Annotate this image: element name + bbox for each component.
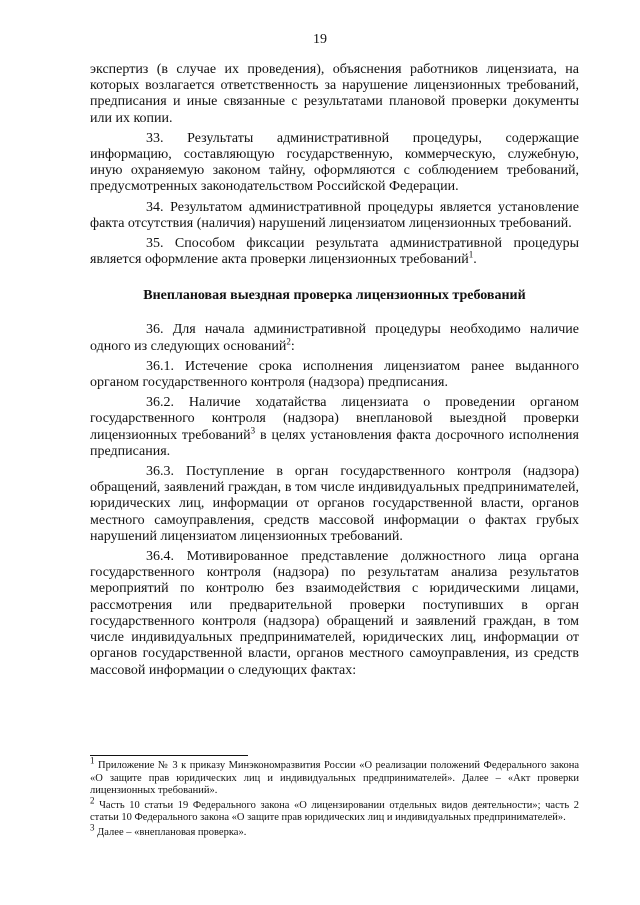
page-number: 19 — [313, 32, 327, 47]
paragraph-36-2 — [90, 395, 579, 460]
paragraph-34: 34. Результатом административной процедуры является установление факта отсутствия (наличия) нарушений лицензиатом лицензионных требований. — [90, 199, 579, 231]
paragraph-36-4: 36.4. Мотивированное представление должностного лица органа государственного контроля (надзора) по результатам анализа результатов мероприятий по контролю без взаимодействия с юридическими лицами, рассмотрения или предварительной проверки поступивших в орган государственного контроля (надзора) обращений и заявлений граждан, в том числе индивидуальных предпринимателей, юридических лиц, информации от органов государственной власти, органов местного самоуправления, из средств массовой информации о следующих фактах: — [90, 549, 579, 678]
paragraph-36 — [90, 322, 579, 354]
footnote-2 — [90, 795, 579, 825]
footnote-1 — [90, 755, 579, 798]
footnote-ref-1: 1 — [468, 249, 474, 260]
footnote-ref-2: 2 — [286, 335, 291, 346]
footnote-3-mark: 3 — [90, 822, 95, 833]
footnote-3-text: Далее – «внеплановая проверка». — [94, 826, 247, 838]
footnote-1-text: Приложение № 3 к приказу Минэкономразвития России «О реализации положений Федерального закона «О защите прав юридических лиц и индивидуальных предпринимателей». Далее – «Акт проверки лицензионных требований». — [90, 760, 579, 797]
paragraph-36-1: 36.1. Истечение срока исполнения лицензиатом ранее выданного органом государственного контроля (надзора) предписания. — [90, 358, 579, 391]
paragraph-36-3: 36.3. Поступление в орган государственного контроля (надзора) обращений, заявлений граждан, в том числе индивидуальных предпринимателей, юридических лиц, информации от органов государственной власти, органов местного самоуправления, средств массовой информации о фактах грубых нарушений лицензиатом лицензионных требований. — [90, 464, 579, 544]
paragraph-36-2-text-b: в целях установления факта досрочного исполнения предписания. — [90, 427, 579, 459]
footnote-ref-3: 3 — [250, 425, 256, 435]
footnote-2-mark: 2 — [90, 795, 95, 806]
paragraph-36-colon: : — [290, 338, 295, 354]
document-body — [90, 62, 579, 683]
paragraph-35-text: 35. Способом фиксации результата административной процедуры является оформление акта проверки лицензионных требований — [90, 236, 579, 268]
footnote-2-text: Часть 10 статьи 19 Федерального закона «О лицензировании отдельных видов деятельности»; часть 2 статьи 10 Федерального закона «О защите прав юридических лиц и индивидуальных предпринимателей». — [90, 799, 579, 824]
section-heading: Внеплановая выездная проверка лицензионных требований — [143, 288, 526, 304]
footnotes — [90, 755, 579, 842]
footnote-3 — [90, 822, 579, 840]
paragraph-36-text: 36. Для начала административной процедуры необходимо наличие одного из следующих оснований — [90, 322, 579, 354]
paragraph-expertise: экспертиз (в случае их проведения), объяснения работников лицензиата, на которых возлагается ответственность за нарушение лицензионных требований, предписания и иные связанные с результатами плановой проверки документы или их копии. — [90, 62, 579, 126]
paragraph-35: 35. Способом фиксации результата административной процедуры является оформление акта проверки лицензионных требований$^1$. — [90, 236, 579, 268]
footnote-1-mark: 1 — [90, 755, 95, 766]
paragraph-36-2-text-a: 36.2. Наличие ходатайства лицензиата о проведении органом государственного контроля (надзора) внеплановой выездной проверки лицензионных требований — [90, 395, 579, 443]
footnote-separator — [90, 755, 248, 756]
paragraph-33: 33. Результаты административной процедуры, содержащие информацию, составляющую государственную, коммерческую, служебную, иную охраняемую законом тайну, оформляются с соблюдением требований, предусмотренных законодательством Российской Федерации. — [90, 130, 579, 195]
